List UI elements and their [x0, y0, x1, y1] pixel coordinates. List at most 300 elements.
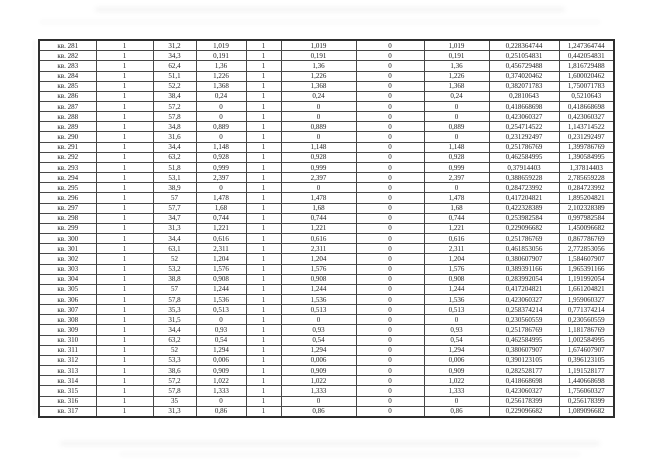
table-row — [39, 335, 614, 345]
cell-value-b: 0,744 — [281, 213, 356, 223]
cell-total: 2,772853056 — [559, 244, 614, 254]
cell-count-one: 1 — [96, 71, 153, 81]
cell-value-a: 1,478 — [196, 193, 246, 203]
cell-value-a: 0 — [196, 396, 246, 406]
cell-area: 34,4 — [153, 325, 196, 335]
cell-count-one: 1 — [96, 173, 153, 183]
cell-total: 1,959060327 — [559, 294, 614, 304]
table-row — [39, 406, 614, 417]
cell-zero: 0 — [356, 305, 424, 315]
cell-zero: 0 — [356, 284, 424, 294]
cell-flag-one: 1 — [246, 274, 281, 284]
cell-total: 1,390584995 — [559, 152, 614, 162]
cell-total: 0,867786769 — [559, 234, 614, 244]
scan-artifact — [95, 7, 565, 12]
cell-value-c: 2,397 — [424, 173, 489, 183]
cell-zero: 0 — [356, 203, 424, 213]
table-row — [39, 102, 614, 112]
cell-flag-one: 1 — [246, 193, 281, 203]
table-row — [39, 40, 614, 51]
cell-count-one: 1 — [96, 294, 153, 304]
cell-coefficient: 0,462584995 — [489, 152, 559, 162]
cell-count-one: 1 — [96, 376, 153, 386]
cell-coefficient: 0,382071783 — [489, 81, 559, 91]
cell-value-c: 1,226 — [424, 71, 489, 81]
cell-total: 0,231292497 — [559, 132, 614, 142]
cell-apartment-label: кв. 282 — [39, 51, 96, 61]
cell-value-c: 1,019 — [424, 40, 489, 51]
cell-count-one: 1 — [96, 284, 153, 294]
cell-apartment-label: кв. 289 — [39, 122, 96, 132]
cell-count-one: 1 — [96, 162, 153, 172]
cell-flag-one: 1 — [246, 162, 281, 172]
cell-zero: 0 — [356, 162, 424, 172]
cell-flag-one: 1 — [246, 305, 281, 315]
cell-count-one: 1 — [96, 132, 153, 142]
cell-value-b: 0 — [281, 183, 356, 193]
cell-area: 31,6 — [153, 132, 196, 142]
cell-value-c: 1,576 — [424, 264, 489, 274]
cell-coefficient: 0,230560559 — [489, 315, 559, 325]
cell-count-one: 1 — [96, 274, 153, 284]
cell-count-one: 1 — [96, 122, 153, 132]
cell-value-a: 1,368 — [196, 81, 246, 91]
cell-apartment-label: кв. 295 — [39, 183, 96, 193]
table-row — [39, 71, 614, 81]
cell-apartment-label: кв. 287 — [39, 102, 96, 112]
cell-area: 34,3 — [153, 51, 196, 61]
cell-zero: 0 — [356, 51, 424, 61]
cell-value-b: 2,311 — [281, 244, 356, 254]
cell-value-b: 1,221 — [281, 223, 356, 233]
cell-value-c: 0,928 — [424, 152, 489, 162]
cell-coefficient: 0,380607907 — [489, 254, 559, 264]
table-row — [39, 122, 614, 132]
cell-apartment-label: кв. 303 — [39, 264, 96, 274]
cell-value-a: 1,019 — [196, 40, 246, 51]
cell-value-b: 1,36 — [281, 61, 356, 71]
cell-value-c: 1,244 — [424, 284, 489, 294]
cell-total: 1,661204821 — [559, 284, 614, 294]
scan-artifact — [40, 20, 600, 24]
cell-coefficient: 0,284723992 — [489, 183, 559, 193]
cell-apartment-label: кв. 298 — [39, 213, 96, 223]
cell-value-a: 1,576 — [196, 264, 246, 274]
cell-coefficient: 0,282528177 — [489, 366, 559, 376]
cell-total: 1,191528177 — [559, 366, 614, 376]
cell-coefficient: 0,389391166 — [489, 264, 559, 274]
cell-total: 2,102328389 — [559, 203, 614, 213]
cell-flag-one: 1 — [246, 254, 281, 264]
cell-total: 1,191992054 — [559, 274, 614, 284]
cell-total: 1,750071783 — [559, 81, 614, 91]
cell-area: 57 — [153, 193, 196, 203]
cell-count-one: 1 — [96, 203, 153, 213]
cell-value-a: 1,204 — [196, 254, 246, 264]
table-body — [39, 40, 614, 417]
cell-area: 53,2 — [153, 264, 196, 274]
cell-area: 57 — [153, 284, 196, 294]
cell-count-one: 1 — [96, 40, 153, 51]
cell-count-one: 1 — [96, 355, 153, 365]
cell-flag-one: 1 — [246, 376, 281, 386]
cell-value-c: 0 — [424, 183, 489, 193]
cell-count-one: 1 — [96, 305, 153, 315]
cell-flag-one: 1 — [246, 112, 281, 122]
table-row — [39, 81, 614, 91]
cell-zero: 0 — [356, 223, 424, 233]
cell-coefficient: 0,423060327 — [489, 386, 559, 396]
cell-flag-one: 1 — [246, 183, 281, 193]
cell-total: 0,418668698 — [559, 102, 614, 112]
cell-area: 63,2 — [153, 152, 196, 162]
cell-total: 1,089096682 — [559, 406, 614, 417]
cell-zero: 0 — [356, 345, 424, 355]
cell-value-b: 1,226 — [281, 71, 356, 81]
cell-apartment-label: кв. 293 — [39, 162, 96, 172]
cell-apartment-label: кв. 312 — [39, 355, 96, 365]
table-row — [39, 51, 614, 61]
cell-area: 52 — [153, 254, 196, 264]
table-row — [39, 162, 614, 172]
cell-flag-one: 1 — [246, 366, 281, 376]
cell-area: 57,2 — [153, 376, 196, 386]
table-row — [39, 264, 614, 274]
cell-value-b: 0,86 — [281, 406, 356, 417]
cell-total: 1,181786769 — [559, 325, 614, 335]
cell-coefficient: 0,228364744 — [489, 40, 559, 51]
cell-value-c: 0,908 — [424, 274, 489, 284]
table-row — [39, 132, 614, 142]
cell-total: 1,002584995 — [559, 335, 614, 345]
cell-apartment-label: кв. 290 — [39, 132, 96, 142]
cell-value-c: 0,191 — [424, 51, 489, 61]
cell-area: 31,5 — [153, 315, 196, 325]
cell-zero: 0 — [356, 254, 424, 264]
cell-value-c: 0,889 — [424, 122, 489, 132]
cell-coefficient: 0,418668698 — [489, 102, 559, 112]
cell-coefficient: 0,251786769 — [489, 234, 559, 244]
table-row — [39, 355, 614, 365]
cell-count-one: 1 — [96, 254, 153, 264]
table-row — [39, 183, 614, 193]
cell-coefficient: 0,417204821 — [489, 284, 559, 294]
cell-value-b: 1,148 — [281, 142, 356, 152]
cell-area: 34,7 — [153, 213, 196, 223]
cell-total: 0,396123105 — [559, 355, 614, 365]
table-row — [39, 254, 614, 264]
cell-value-a: 0,908 — [196, 274, 246, 284]
cell-total: 1,600020462 — [559, 71, 614, 81]
cell-value-c: 1,204 — [424, 254, 489, 264]
cell-value-c: 0 — [424, 396, 489, 406]
cell-flag-one: 1 — [246, 152, 281, 162]
cell-total: 1,143714522 — [559, 122, 614, 132]
cell-coefficient: 0,229096682 — [489, 223, 559, 233]
cell-count-one: 1 — [96, 406, 153, 417]
cell-count-one: 1 — [96, 112, 153, 122]
cell-count-one: 1 — [96, 102, 153, 112]
table-row — [39, 173, 614, 183]
cell-count-one: 1 — [96, 51, 153, 61]
cell-apartment-label: кв. 286 — [39, 91, 96, 101]
cell-total: 1,37814403 — [559, 162, 614, 172]
cell-value-a: 2,397 — [196, 173, 246, 183]
cell-coefficient: 0,256178399 — [489, 396, 559, 406]
cell-total: 0,5210643 — [559, 91, 614, 101]
cell-apartment-label: кв. 314 — [39, 376, 96, 386]
cell-count-one: 1 — [96, 193, 153, 203]
cell-value-c: 1,536 — [424, 294, 489, 304]
cell-coefficient: 0,390123105 — [489, 355, 559, 365]
cell-value-c: 0 — [424, 112, 489, 122]
cell-apartment-label: кв. 315 — [39, 386, 96, 396]
table-row — [39, 345, 614, 355]
cell-zero: 0 — [356, 264, 424, 274]
cell-value-c: 0,93 — [424, 325, 489, 335]
cell-value-a: 1,226 — [196, 71, 246, 81]
cell-value-b: 2,397 — [281, 173, 356, 183]
cell-value-a: 0,86 — [196, 406, 246, 417]
table-row — [39, 244, 614, 254]
table-row — [39, 294, 614, 304]
cell-coefficient: 0,258374214 — [489, 305, 559, 315]
scan-artifact — [120, 452, 580, 456]
cell-zero: 0 — [356, 91, 424, 101]
cell-apartment-label: кв. 309 — [39, 325, 96, 335]
table-row — [39, 91, 614, 101]
cell-value-a: 0,513 — [196, 305, 246, 315]
cell-count-one: 1 — [96, 142, 153, 152]
cell-value-a: 0 — [196, 315, 246, 325]
cell-zero: 0 — [356, 71, 424, 81]
cell-count-one: 1 — [96, 345, 153, 355]
cell-flag-one: 1 — [246, 294, 281, 304]
cell-value-b: 1,368 — [281, 81, 356, 91]
cell-total: 0,284723992 — [559, 183, 614, 193]
cell-area: 31,3 — [153, 406, 196, 417]
cell-count-one: 1 — [96, 213, 153, 223]
cell-area: 52 — [153, 345, 196, 355]
cell-zero: 0 — [356, 335, 424, 345]
cell-flag-one: 1 — [246, 284, 281, 294]
cell-value-b: 0,93 — [281, 325, 356, 335]
cell-value-c: 1,68 — [424, 203, 489, 213]
cell-area: 53,1 — [153, 173, 196, 183]
cell-value-b: 1,244 — [281, 284, 356, 294]
cell-coefficient: 0,456729488 — [489, 61, 559, 71]
scan-artifact — [60, 441, 600, 446]
cell-value-c: 0,616 — [424, 234, 489, 244]
cell-value-c: 1,36 — [424, 61, 489, 71]
cell-total: 0,230560559 — [559, 315, 614, 325]
cell-total: 1,816729488 — [559, 61, 614, 71]
cell-value-c: 0,006 — [424, 355, 489, 365]
cell-coefficient: 0,231292497 — [489, 132, 559, 142]
cell-zero: 0 — [356, 173, 424, 183]
cell-flag-one: 1 — [246, 213, 281, 223]
cell-value-a: 2,311 — [196, 244, 246, 254]
cell-apartment-label: кв. 308 — [39, 315, 96, 325]
cell-value-a: 0,744 — [196, 213, 246, 223]
cell-zero: 0 — [356, 122, 424, 132]
cell-flag-one: 1 — [246, 51, 281, 61]
cell-area: 63,2 — [153, 335, 196, 345]
cell-coefficient: 0,37914403 — [489, 162, 559, 172]
cell-zero: 0 — [356, 244, 424, 254]
cell-value-b: 1,536 — [281, 294, 356, 304]
cell-value-a: 0,889 — [196, 122, 246, 132]
cell-area: 63,1 — [153, 244, 196, 254]
cell-value-b: 1,022 — [281, 376, 356, 386]
cell-value-b: 1,019 — [281, 40, 356, 51]
cell-value-c: 0,86 — [424, 406, 489, 417]
cell-value-b: 0,928 — [281, 152, 356, 162]
cell-area: 57,8 — [153, 294, 196, 304]
cell-count-one: 1 — [96, 183, 153, 193]
cell-value-c: 1,022 — [424, 376, 489, 386]
cell-value-c: 0 — [424, 102, 489, 112]
cell-count-one: 1 — [96, 244, 153, 254]
cell-value-c: 0 — [424, 315, 489, 325]
cell-area: 34,4 — [153, 142, 196, 152]
cell-area: 38,6 — [153, 366, 196, 376]
cell-value-c: 0,24 — [424, 91, 489, 101]
cell-total: 1,440668698 — [559, 376, 614, 386]
table-row — [39, 142, 614, 152]
table-row — [39, 274, 614, 284]
cell-value-b: 1,68 — [281, 203, 356, 213]
cell-total: 0,771374214 — [559, 305, 614, 315]
cell-zero: 0 — [356, 152, 424, 162]
cell-area: 38,9 — [153, 183, 196, 193]
cell-value-a: 0,191 — [196, 51, 246, 61]
table-row — [39, 366, 614, 376]
cell-count-one: 1 — [96, 325, 153, 335]
cell-value-b: 1,333 — [281, 386, 356, 396]
cell-count-one: 1 — [96, 366, 153, 376]
table-row — [39, 112, 614, 122]
cell-value-a: 0,999 — [196, 162, 246, 172]
cell-zero: 0 — [356, 274, 424, 284]
cell-zero: 0 — [356, 325, 424, 335]
cell-flag-one: 1 — [246, 355, 281, 365]
cell-value-b: 0,909 — [281, 366, 356, 376]
cell-zero: 0 — [356, 294, 424, 304]
cell-value-c: 0,909 — [424, 366, 489, 376]
cell-flag-one: 1 — [246, 264, 281, 274]
cell-area: 38,4 — [153, 91, 196, 101]
cell-count-one: 1 — [96, 152, 153, 162]
cell-value-a: 0 — [196, 132, 246, 142]
cell-total: 1,756060327 — [559, 386, 614, 396]
cell-count-one: 1 — [96, 223, 153, 233]
cell-value-a: 0,928 — [196, 152, 246, 162]
cell-total: 0,256178399 — [559, 396, 614, 406]
cell-value-a: 1,36 — [196, 61, 246, 71]
cell-area: 34,4 — [153, 234, 196, 244]
cell-value-b: 0,908 — [281, 274, 356, 284]
cell-value-a: 0 — [196, 102, 246, 112]
cell-count-one: 1 — [96, 315, 153, 325]
cell-flag-one: 1 — [246, 335, 281, 345]
cell-value-a: 1,244 — [196, 284, 246, 294]
cell-total: 1,247364744 — [559, 40, 614, 51]
cell-flag-one: 1 — [246, 91, 281, 101]
table-row — [39, 284, 614, 294]
cell-value-c: 1,478 — [424, 193, 489, 203]
cell-value-b: 0,006 — [281, 355, 356, 365]
cell-flag-one: 1 — [246, 203, 281, 213]
cell-apartment-label: кв. 307 — [39, 305, 96, 315]
cell-apartment-label: кв. 296 — [39, 193, 96, 203]
cell-value-a: 1,294 — [196, 345, 246, 355]
cell-total: 0,997982584 — [559, 213, 614, 223]
cell-value-b: 0 — [281, 315, 356, 325]
cell-apartment-label: кв. 291 — [39, 142, 96, 152]
table-row — [39, 325, 614, 335]
cell-flag-one: 1 — [246, 406, 281, 417]
cell-area: 38,8 — [153, 274, 196, 284]
cell-coefficient: 0,254714522 — [489, 122, 559, 132]
cell-value-c: 2,311 — [424, 244, 489, 254]
cell-area: 53,3 — [153, 355, 196, 365]
table-row — [39, 305, 614, 315]
cell-coefficient: 0,388659228 — [489, 173, 559, 183]
cell-coefficient: 0,2810643 — [489, 91, 559, 101]
cell-value-a: 0,93 — [196, 325, 246, 335]
cell-value-c: 1,294 — [424, 345, 489, 355]
cell-flag-one: 1 — [246, 81, 281, 91]
cell-apartment-label: кв. 297 — [39, 203, 96, 213]
cell-zero: 0 — [356, 406, 424, 417]
cell-value-a: 0,909 — [196, 366, 246, 376]
cell-zero: 0 — [356, 355, 424, 365]
cell-value-a: 1,022 — [196, 376, 246, 386]
cell-coefficient: 0,462584995 — [489, 335, 559, 345]
cell-area: 31,3 — [153, 223, 196, 233]
cell-value-b: 0 — [281, 396, 356, 406]
cell-total: 1,895204821 — [559, 193, 614, 203]
cell-value-c: 0,744 — [424, 213, 489, 223]
cell-count-one: 1 — [96, 335, 153, 345]
cell-flag-one: 1 — [246, 61, 281, 71]
cell-value-b: 1,478 — [281, 193, 356, 203]
table-row — [39, 193, 614, 203]
table-row — [39, 376, 614, 386]
cell-flag-one: 1 — [246, 396, 281, 406]
cell-zero: 0 — [356, 183, 424, 193]
cell-value-b: 0,889 — [281, 122, 356, 132]
cell-value-b: 1,576 — [281, 264, 356, 274]
scan-artifact — [33, 40, 35, 416]
cell-coefficient: 0,418668698 — [489, 376, 559, 386]
cell-coefficient: 0,423060327 — [489, 112, 559, 122]
cell-apartment-label: кв. 284 — [39, 71, 96, 81]
cell-flag-one: 1 — [246, 102, 281, 112]
cell-flag-one: 1 — [246, 315, 281, 325]
cell-coefficient: 0,380607907 — [489, 345, 559, 355]
table-row — [39, 386, 614, 396]
cell-value-a: 0 — [196, 112, 246, 122]
cell-zero: 0 — [356, 112, 424, 122]
cell-total: 1,965391166 — [559, 264, 614, 274]
cell-count-one: 1 — [96, 396, 153, 406]
cell-value-c: 1,148 — [424, 142, 489, 152]
cell-apartment-label: кв. 281 — [39, 40, 96, 51]
cell-apartment-label: кв. 305 — [39, 284, 96, 294]
cell-zero: 0 — [356, 386, 424, 396]
